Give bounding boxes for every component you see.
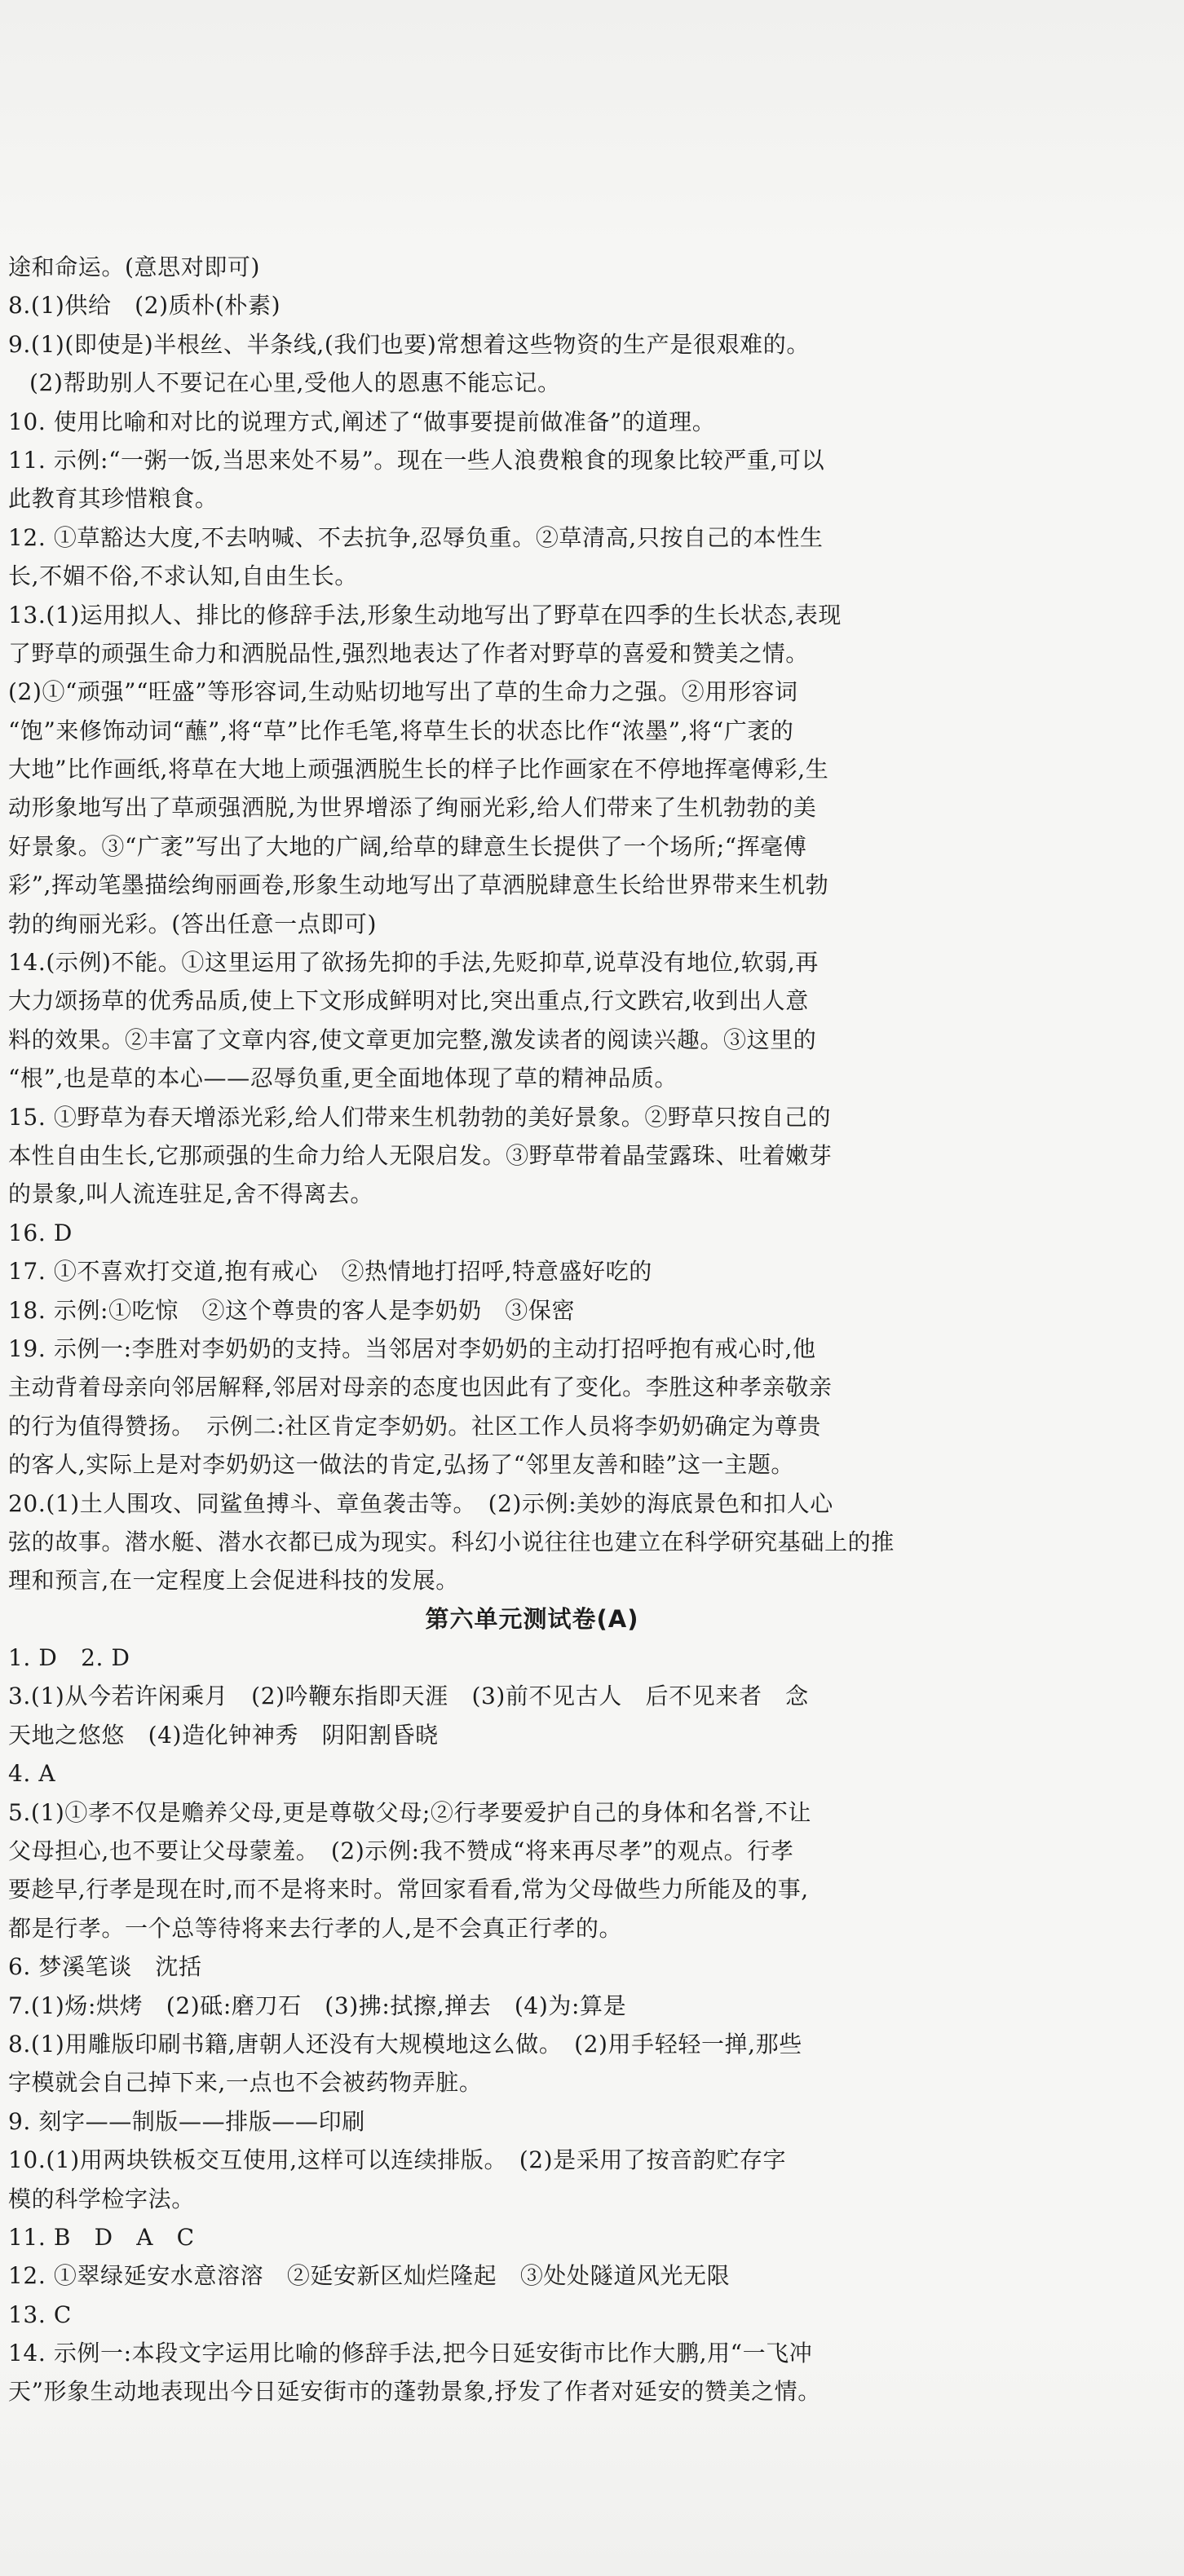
text-line: 字模就会自己掉下来,一点也不会被药物弄脏。 xyxy=(8,2069,483,2097)
text-line: 都是行孝。一个总等待将来去行孝的人,是不会真正行孝的。 xyxy=(8,1914,623,1942)
text-line: 9. 刻字——制版——排版——印刷 xyxy=(8,2107,365,2135)
text-line: 主动背着母亲向邻居解释,邻居对母亲的态度也因此有了变化。李胜这种孝亲敬亲 xyxy=(8,1374,833,1401)
text-line: 途和命运。(意思对即可) xyxy=(8,254,261,280)
text-line: 17. ①不喜欢打交道,抱有戒心 ②热情地打招呼,特意盛好吃的 xyxy=(8,1258,652,1286)
text-line: 12. ①草豁达大度,不去呐喊、不去抗争,忍辱负重。②草清高,只按自己的本性生 xyxy=(8,523,824,551)
text-line: 20.(1)土人围攻、同鲨鱼搏斗、章鱼袭击等。 (2)示例:美妙的海底景色和扣人心 xyxy=(8,1489,833,1517)
text-line: “根”,也是草的本心——忍辱负重,更全面地体现了草的精神品质。 xyxy=(8,1065,678,1092)
text-line: 天”形象生动地表现出今日延安街市的蓬勃景象,抒发了作者对延安的赞美之情。 xyxy=(8,2378,821,2406)
text-line: 14.(示例)不能。①这里运用了欲扬先抑的手法,先贬抑草,说草没有地位,软弱,再 xyxy=(8,949,819,977)
text-line: 的行为值得赞扬。 示例二:社区肯定李奶奶。社区工作人员将李奶奶确定为尊贵 xyxy=(8,1412,822,1440)
text-line: 3.(1)从今若许闲乘月 (2)吟鞭东指即天涯 (3)前不见古人 后不见来者 念 xyxy=(8,1683,809,1710)
text-line: 6. 梦溪笔谈 沈括 xyxy=(8,1953,202,1981)
text-line: 的客人,实际上是对李奶奶这一做法的肯定,弘扬了“邻里友善和睦”这一主题。 xyxy=(8,1451,795,1479)
text-line: 好景象。③“广袤”写出了大地的广阔,给草的肆意生长提供了一个场所;“挥毫傅 xyxy=(8,832,807,860)
text-line: 彩”,挥动笔墨描绘绚丽画卷,形象生动地写出了草洒脱肆意生长给世界带来生机勃 xyxy=(8,871,829,899)
text-line: 12. ①翠绿延安水意溶溶 ②延安新区灿烂隆起 ③处处隧道风光无限 xyxy=(8,2262,731,2290)
text-line: 8.(1)用雕版印刷书籍,唐朝人还没有大规模地这么做。 (2)用手轻轻一掸,那些 xyxy=(8,2030,802,2058)
text-line: 模的科学检字法。 xyxy=(8,2185,195,2212)
text-line: 7.(1)炀:烘烤 (2)砥:磨刀石 (3)拂:拭擦,掸去 (4)为:算是 xyxy=(8,1992,627,2019)
text-line: 13.(1)运用拟人、排比的修辞手法,形象生动地写出了野草在四季的生长状态,表现 xyxy=(8,601,842,629)
text-line: (2)帮助别人不要记在心里,受他人的恩惠不能忘记。 xyxy=(29,369,561,397)
text-line: 大地”比作画纸,将草在大地上顽强洒脱生长的样子比作画家在不停地挥毫傅彩,生 xyxy=(8,756,829,783)
text-line: 14. 示例一:本段文字运用比喻的修辞手法,把今日延安街市比作大鹏,用“一飞冲 xyxy=(8,2340,813,2367)
text-line: 大力颂扬草的优秀品质,使上下文形成鲜明对比,突出重点,行文跌宕,收到出人意 xyxy=(8,987,809,1015)
text-line: 理和预言,在一定程度上会促进科技的发展。 xyxy=(8,1567,459,1595)
text-line: 的景象,叫人流连驻足,舍不得离去。 xyxy=(8,1180,374,1208)
text-line: 15. ①野草为春天增添光彩,给人们带来生机勃勃的美好景象。②野草只按自己的 xyxy=(8,1103,832,1131)
text-line: 19. 示例一:李胜对李奶奶的支持。当邻居对李奶奶的主动打招呼抱有戒心时,他 xyxy=(8,1334,816,1362)
text-line: 1. D 2. D xyxy=(8,1644,130,1672)
text-line: 11. 示例:“一粥一饭,当思来处不易”。现在一些人浪费粮食的现象比较严重,可以 xyxy=(8,446,825,474)
text-line: 8.(1)供给 (2)质朴(朴素) xyxy=(8,292,281,320)
answer-text-block xyxy=(8,248,1056,2411)
text-line: 9.(1)(即使是)半根丝、半条线,(我们也要)常想着这些物资的生产是很艰难的。 xyxy=(8,330,810,358)
text-line: (2)①“顽强”“旺盛”等形容词,生动贴切地写出了草的生命力之强。②用形容词 xyxy=(8,678,798,706)
text-line: 父母担心,也不要让父母蒙羞。 (2)示例:我不赞成“将来再尽孝”的观点。行孝 xyxy=(8,1837,794,1865)
text-line: 弦的故事。潜水艇、潜水衣都已成为现实。科幻小说往往也建立在科学研究基础上的推 xyxy=(8,1528,895,1555)
text-line: 4. A xyxy=(8,1760,56,1788)
text-line: 此教育其珍惜粮食。 xyxy=(8,485,219,513)
text-line: 5.(1)①孝不仅是赡养父母,更是尊敬父母;②行孝要爱护自己的身体和名誉,不让 xyxy=(8,1798,812,1826)
text-line: 18. 示例:①吃惊 ②这个尊贵的客人是李奶奶 ③保密 xyxy=(8,1296,576,1324)
text-line: 天地之悠悠 (4)造化钟神秀 阴阳割昏晓 xyxy=(8,1721,439,1749)
text-line: 10. 使用比喻和对比的说理方式,阐述了“做事要提前做准备”的道理。 xyxy=(8,408,716,435)
text-line: 长,不媚不俗,不求认知,自由生长。 xyxy=(8,562,358,590)
text-line: 本性自由生长,它那顽强的生命力给人无限启发。③野草带着晶莹露珠、吐着嫩芽 xyxy=(8,1141,833,1169)
text-line: 了野草的顽强生命力和洒脱品性,强烈地表达了作者对野草的喜爱和赞美之情。 xyxy=(8,639,809,667)
text-line: 16. D xyxy=(8,1219,73,1246)
text-line: 料的效果。②丰富了文章内容,使文章更加完整,激发读者的阅读兴趣。③这里的 xyxy=(8,1026,817,1053)
text-line: 13. C xyxy=(8,2300,72,2328)
text-line: “饱”来修饰动词“蘸”,将“草”比作毛笔,将草生长的状态比作“浓墨”,将“广袤的 xyxy=(8,717,794,744)
text-line: 10.(1)用两块铁板交互使用,这样可以连续排版。 (2)是采用了按音韵贮存字 xyxy=(8,2146,787,2174)
text-line: 动形象地写出了草顽强洒脱,为世界增添了绚丽光彩,给人们带来了生机勃勃的美 xyxy=(8,794,817,822)
text-line: 勃的绚丽光彩。(答出任意一点即可) xyxy=(8,910,378,937)
text-line: 11. B D A C xyxy=(8,2223,195,2251)
section-heading: 第六单元测试卷(A) xyxy=(425,1604,639,1633)
text-line: 要趁早,行孝是现在时,而不是将来时。常回家看看,常为父母做些力所能及的事, xyxy=(8,1876,809,1903)
